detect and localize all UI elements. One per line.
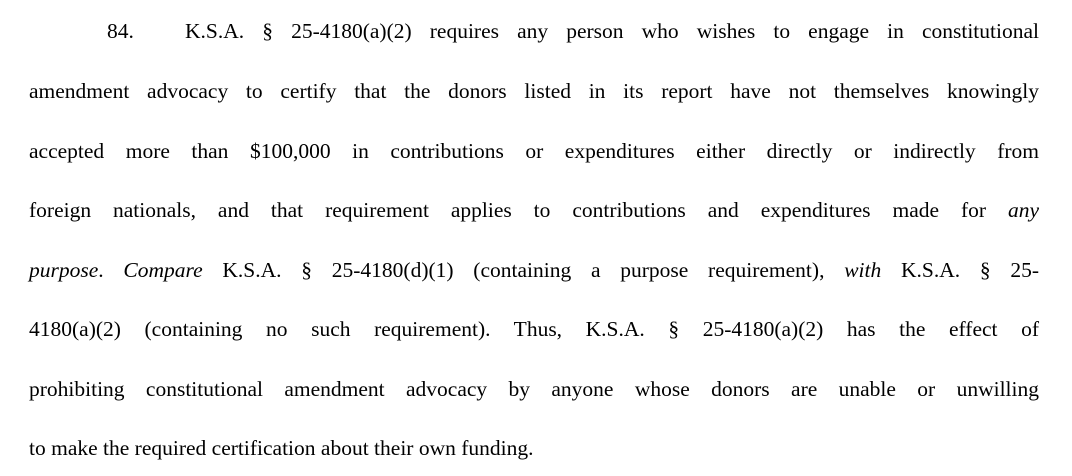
text-run: . <box>98 258 124 282</box>
paragraph-number: 84. <box>107 19 134 43</box>
text-run: to make the required certification about their own funding. <box>29 436 534 460</box>
text-run: foreign nationals, and that requirement applies to contributions and expenditures made for <box>29 198 1008 222</box>
text-run: K.S.A. § 25-4180(d)(1) (containing a purpose requirement), <box>202 258 845 282</box>
text-run: 4180(a)(2) (containing no such requirement). Thus, K.S.A. § 25-4180(a)(2) has the effect of <box>29 317 1039 341</box>
text-run: prohibiting constitutional amendment advocacy by anyone whose donors are unable or unwilling <box>29 377 1039 401</box>
line-text <box>185 16 1039 46</box>
paragraph-line-7 <box>29 374 1039 404</box>
paragraph-line-2 <box>29 76 1039 106</box>
text-run: amendment advocacy to certify that the donors listed in its report have not themselves knowingly <box>29 79 1039 103</box>
text-run: K.S.A. § 25- <box>881 258 1040 282</box>
italic-text-run: Compare <box>123 258 203 282</box>
italic-text-run: any <box>1007 198 1039 222</box>
paragraph-line-6 <box>29 314 1039 344</box>
text-run: accepted more than $100,000 in contributions or expenditures either directly or indirectly from <box>29 139 1039 163</box>
paragraph-line-4 <box>29 195 1039 225</box>
paragraph-line-8 <box>29 433 1039 463</box>
italic-text-run: purpose <box>29 258 99 282</box>
paragraph-line-1 <box>29 16 1039 46</box>
text-run: K.S.A. § 25-4180(a)(2) requires any person who wishes to engage in constitutional <box>185 19 1039 43</box>
paragraph-line-3 <box>29 136 1039 166</box>
italic-text-run: with <box>844 258 882 282</box>
paragraph-line-5 <box>29 255 1039 285</box>
